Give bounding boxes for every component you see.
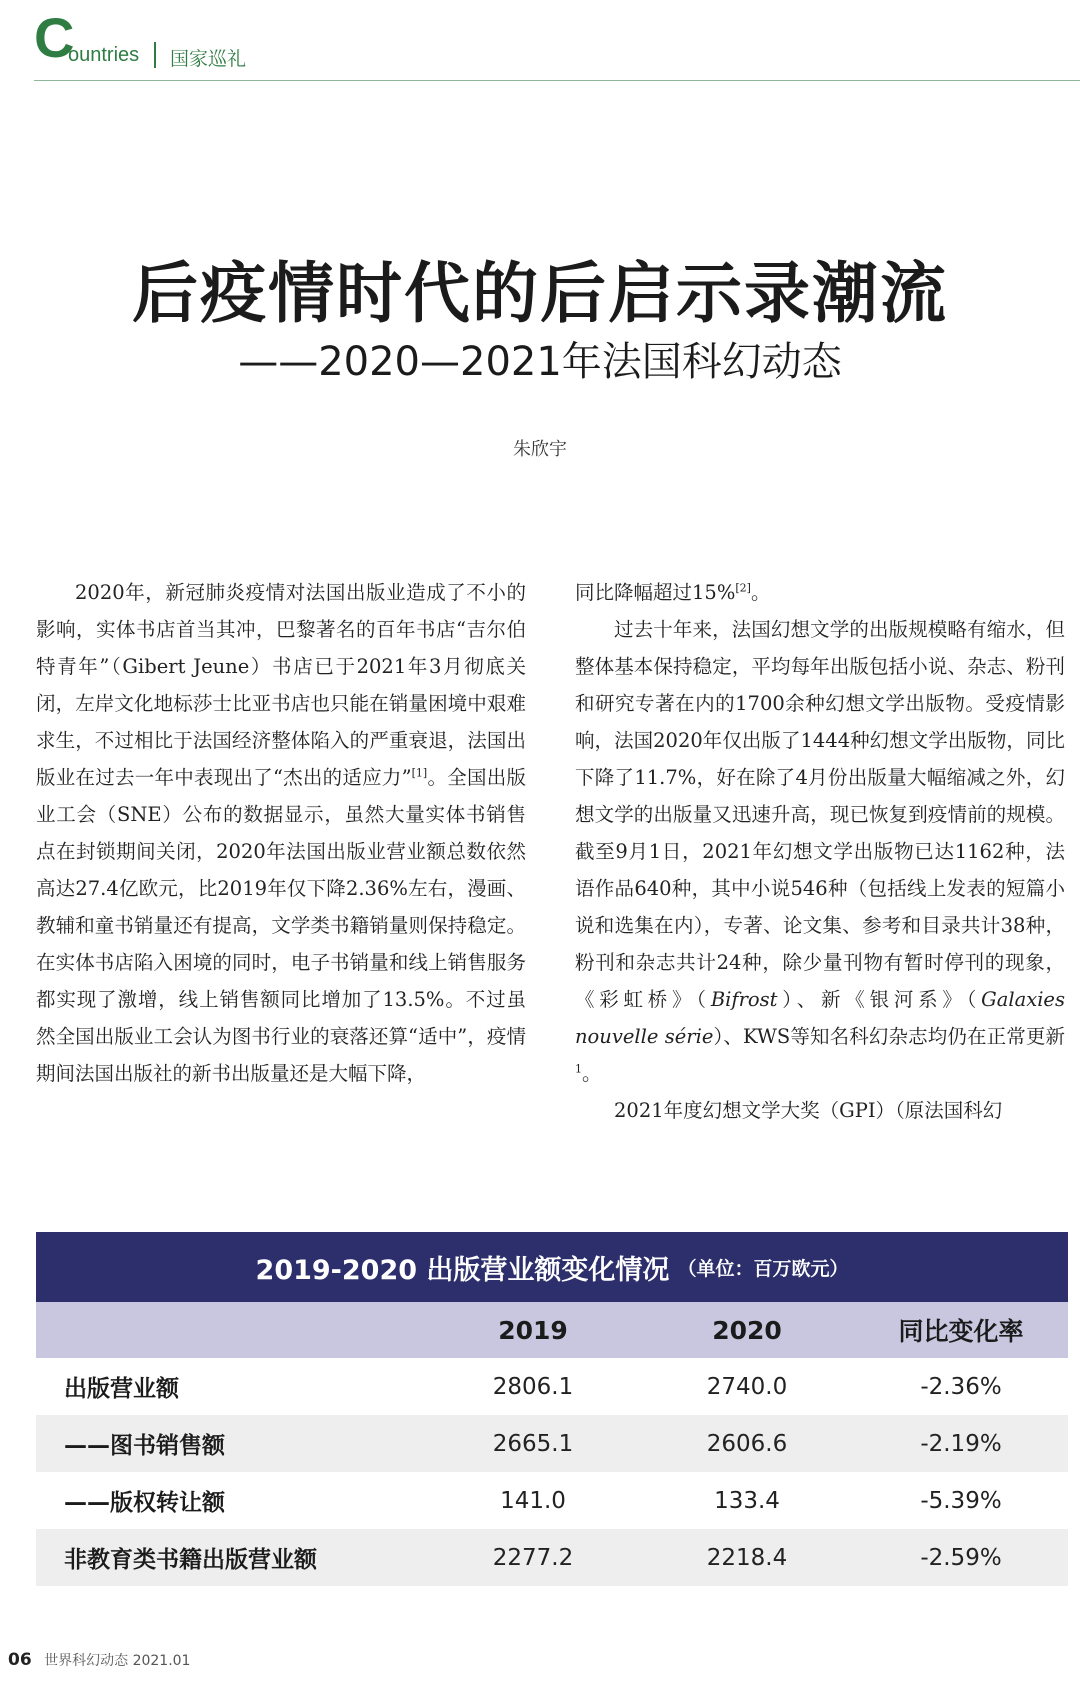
row-label: 非教育类书籍出版营业额: [64, 1547, 317, 1573]
column-header: 2019: [498, 1315, 568, 1345]
table-cell: 2606.6: [706, 1430, 788, 1457]
revenue-table: [36, 1232, 1068, 1586]
table-cell: 2665.1: [492, 1430, 574, 1457]
article-subtitle: ——2020—2021年法国科幻动态: [238, 339, 842, 385]
body-column-left: [36, 574, 526, 1092]
table-cell: -2.19%: [920, 1430, 1002, 1457]
text-run: ）、KWS等知名科幻杂志均仍在正常更新: [713, 1025, 1065, 1048]
text-run: 2020年，新冠肺炎疫情对法国出版业造成了不小的影响，实体书店首当其冲，巴黎著名的百年书店“吉尔伯特青年”（Gibert Jeune）书店已于2021年3月彻底关闭，左岸文化地标莎士比亚书店也只能在销量困境中艰难求生，不过相比于法国经济整体陷入的严重衰退，法国出版业在过去一年中表现出了“杰出的适应力”: [36, 581, 526, 789]
table-header-row: [36, 1302, 1068, 1358]
row-label: ——图书销售额: [64, 1433, 225, 1459]
footnote-ref[interactable]: [2]: [735, 581, 751, 595]
table-title: 2019-2020 出版营业额变化情况: [255, 1254, 670, 1286]
row-label: 出版营业额: [64, 1376, 179, 1402]
table-title-bar: [36, 1232, 1068, 1302]
page-number: 06: [8, 1650, 32, 1670]
table-row: [36, 1472, 1068, 1529]
footnote-ref[interactable]: [1]: [411, 766, 428, 780]
column-header: 同比变化率: [898, 1317, 1024, 1346]
page-header: [34, 6, 1080, 81]
body-column-right: [575, 574, 1065, 1129]
table-cell: 2218.4: [706, 1544, 788, 1571]
logo-text: ountries: [68, 44, 140, 66]
table-row: [36, 1529, 1068, 1586]
column-header: 2020: [712, 1315, 782, 1345]
text-run: 。: [750, 581, 771, 604]
page-footer: [8, 1650, 190, 1670]
italic-title: Bifrost: [710, 988, 778, 1011]
table-cell: 2740.0: [706, 1373, 788, 1400]
article-author: 朱欣宇: [513, 439, 567, 460]
article-title: 后疫情时代的后启示录潮流: [132, 255, 948, 332]
journal-name: 世界科幻动态 2021.01: [44, 1653, 191, 1669]
table-row: [36, 1358, 1068, 1415]
table-cell: 133.4: [714, 1487, 780, 1514]
table-unit: （单位：百万欧元）: [677, 1257, 849, 1280]
text-run: 过去十年来，法国幻想文学的出版规模略有缩水，但整体基本保持稳定，平均每年出版包括小说、杂志、粉刊和研究专著在内的1700余种幻想文学出版物。受疫情影响，法国2020年仅出版了1444种幻想文学出版物，同比下降了11.7%，好在除了4月份出版量大幅缩减之外，幻想文学的出版量又迅速升高，现已恢复到疫情前的规模。截至9月1日，2021年幻想文学出版物已达1162种，法语作品640种，其中小说546种（包括线上发表的短篇小说和选集在内），专著、论文集、参考和目录共计38种，粉刊和杂志共计24种，除少量刊物有暂时停刊的现象，《彩虹桥》（: [575, 618, 1065, 1011]
table-cell: 2806.1: [492, 1373, 574, 1400]
text-run: 。全国出版业工会（SNE）公布的数据显示，虽然大量实体书销售点在封锁期间关闭，2020年法国出版业营业额总数依然高达27.4亿欧元，比2019年仅下降2.36%左右，漫画、教辅和童书销量还有提高，文学类书籍销量则保持稳定。在实体书店陷入困境的同时，电子书销量和线上销售服务都实现了激增，线上销售额同比增加了13.5%。不过虽然全国出版业工会认为图书行业的衰落还算“适中”，疫情期间法国出版社的新书出版量还是大幅下降，: [36, 766, 526, 1085]
table-cell: -2.36%: [920, 1373, 1002, 1400]
table-cell: -2.59%: [920, 1544, 1002, 1571]
row-label: ——版权转让额: [64, 1490, 225, 1516]
text-run: 同比降幅超过15%: [575, 581, 736, 604]
table-cell: -5.39%: [920, 1487, 1002, 1514]
text-run: 。: [582, 1062, 602, 1085]
table-row: [36, 1415, 1068, 1472]
table-cell: 2277.2: [492, 1544, 574, 1571]
section-label: 国家巡礼: [170, 48, 247, 70]
paragraph: [575, 574, 1065, 611]
footnote-ref[interactable]: 1: [575, 1062, 582, 1076]
paragraph: [575, 611, 1065, 1092]
paragraph: 2021年度幻想文学大奖（GPI）（原法国科幻: [614, 1099, 1003, 1122]
table-cell: 141.0: [500, 1487, 566, 1514]
header-divider: [154, 42, 156, 68]
text-run: ）、新《银河系》（: [777, 988, 982, 1011]
paragraph: [36, 574, 526, 1092]
logo-letter: C: [34, 6, 75, 69]
italic-title: Galaxies nouvelle série: [575, 988, 1065, 1048]
